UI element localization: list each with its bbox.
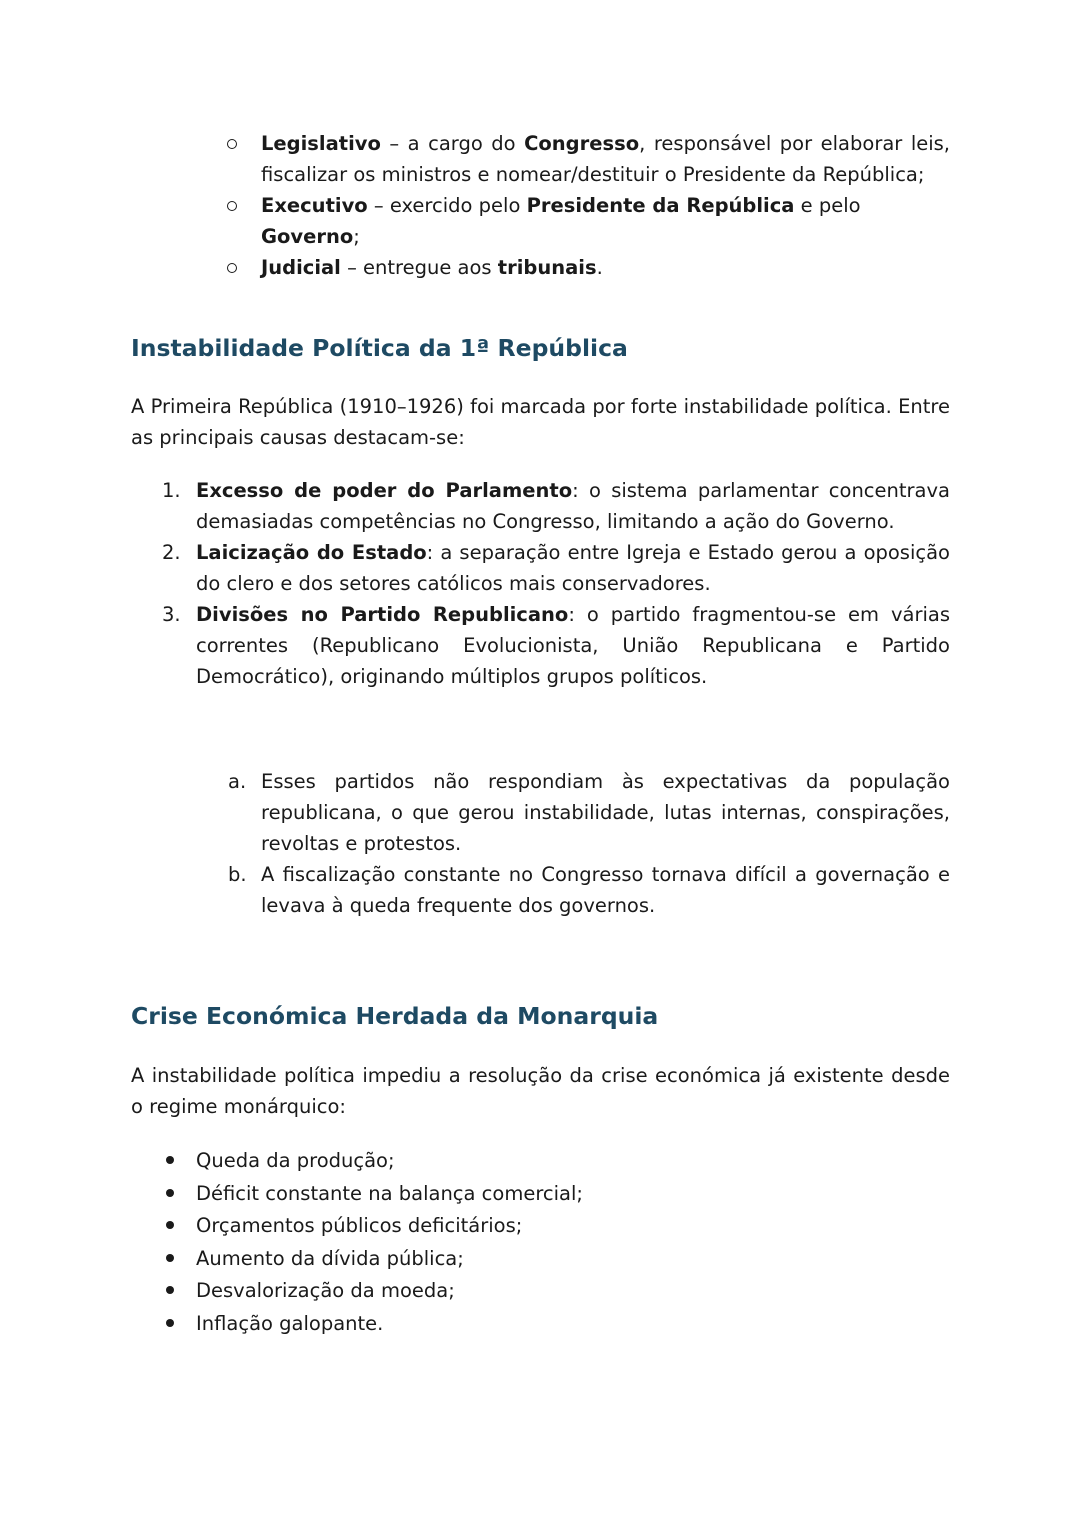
powers-list	[222, 128, 950, 283]
power-item-legislativo	[222, 128, 950, 190]
causes-list	[158, 475, 950, 692]
list-item-text: Aumento da dívida pública;	[196, 1246, 464, 1270]
section-heading-crise: Crise Económica Herdada da Monarquia	[131, 1002, 659, 1030]
list-item	[158, 1145, 950, 1178]
circle-bullet-icon	[227, 263, 237, 273]
power-text: – exercido pelo	[367, 194, 527, 217]
power-item-judicial	[222, 252, 950, 283]
list-item-text: Déficit constante na balança comercial;	[196, 1181, 583, 1205]
list-letter: a.	[228, 770, 247, 793]
cause-text: : o sistema parlamentar concentrava demasiadas competências no Congresso, limitando a ação do Governo.	[196, 479, 950, 533]
cause-item	[158, 475, 950, 537]
list-item	[158, 1243, 950, 1276]
section1-intro: A Primeira República (1910–1926) foi marcada por forte instabilidade política. Entre as principais causas destacam-se:	[131, 395, 950, 449]
list-item-text: Orçamentos públicos deficitários;	[196, 1214, 523, 1238]
list-item	[158, 1178, 950, 1211]
power-name: Legislativo	[261, 132, 381, 155]
power-text: , responsável por elaborar leis, fiscalizar os ministros e nomear/destituir o Presidente da República;	[261, 132, 951, 186]
circle-bullet-icon	[227, 201, 237, 211]
list-number: 1.	[162, 479, 181, 502]
consequences-list	[222, 766, 950, 921]
list-item-text: Inflação galopante.	[196, 1311, 384, 1335]
power-text: .	[596, 256, 603, 279]
bullet-icon	[166, 1319, 174, 1327]
list-item-text: Queda da produção;	[196, 1149, 395, 1172]
bullet-icon	[166, 1221, 174, 1229]
bullet-icon	[166, 1286, 174, 1294]
power-body: Presidente da República	[526, 194, 795, 217]
list-number: 3.	[162, 603, 181, 626]
list-number: 2.	[162, 541, 181, 564]
section-heading-instabilidade: Instabilidade Política da 1ª República	[131, 334, 628, 362]
cause-item	[158, 599, 950, 692]
power-text: e pelo	[794, 194, 861, 217]
consequence-item	[222, 766, 950, 859]
power-item-executivo	[222, 190, 950, 252]
power-text: – a cargo do	[380, 132, 525, 155]
bullet-icon	[166, 1254, 174, 1262]
cause-text: : a separação entre Igreja e Estado gerou a oposição do clero e dos setores católicos mais conservadores.	[196, 541, 950, 595]
list-item	[158, 1308, 950, 1341]
consequence-item	[222, 859, 950, 921]
power-text: – entregue aos	[340, 256, 498, 279]
cause-title: Divisões no Partido Republicano	[196, 603, 569, 626]
power-body: tribunais	[497, 256, 597, 279]
consequence-text: Esses partidos não respondiam às expectativas da população republicana, o que gerou instabilidade, lutas internas, conspirações, revoltas e protestos.	[261, 770, 950, 855]
list-item	[158, 1275, 950, 1308]
cause-item	[158, 537, 950, 599]
power-name: Judicial	[261, 256, 341, 279]
bullet-icon	[166, 1189, 174, 1197]
list-item-text: Desvalorização da moeda;	[196, 1279, 455, 1303]
bullet-icon	[166, 1156, 174, 1164]
crisis-list	[158, 1145, 950, 1341]
consequence-text: A fiscalização constante no Congresso tornava difícil a governação e levava à queda frequente dos governos.	[261, 863, 950, 917]
section2-intro: A instabilidade política impediu a resolução da crise económica já existente desde o regime monárquico:	[131, 1064, 950, 1118]
list-letter: b.	[228, 863, 247, 886]
power-body: Governo	[261, 225, 354, 248]
cause-text: : o partido fragmentou-se em várias correntes (Republicano Evolucionista, União Republicana e Partido Democrático), originando múltiplos grupos políticos.	[196, 603, 950, 688]
list-item	[158, 1210, 950, 1243]
power-body: Congresso	[524, 132, 640, 155]
cause-title: Laicização do Estado	[196, 541, 427, 564]
power-name: Executivo	[261, 194, 368, 217]
circle-bullet-icon	[227, 139, 237, 149]
power-text: ;	[353, 225, 360, 248]
cause-title: Excesso de poder do Parlamento	[196, 479, 573, 502]
